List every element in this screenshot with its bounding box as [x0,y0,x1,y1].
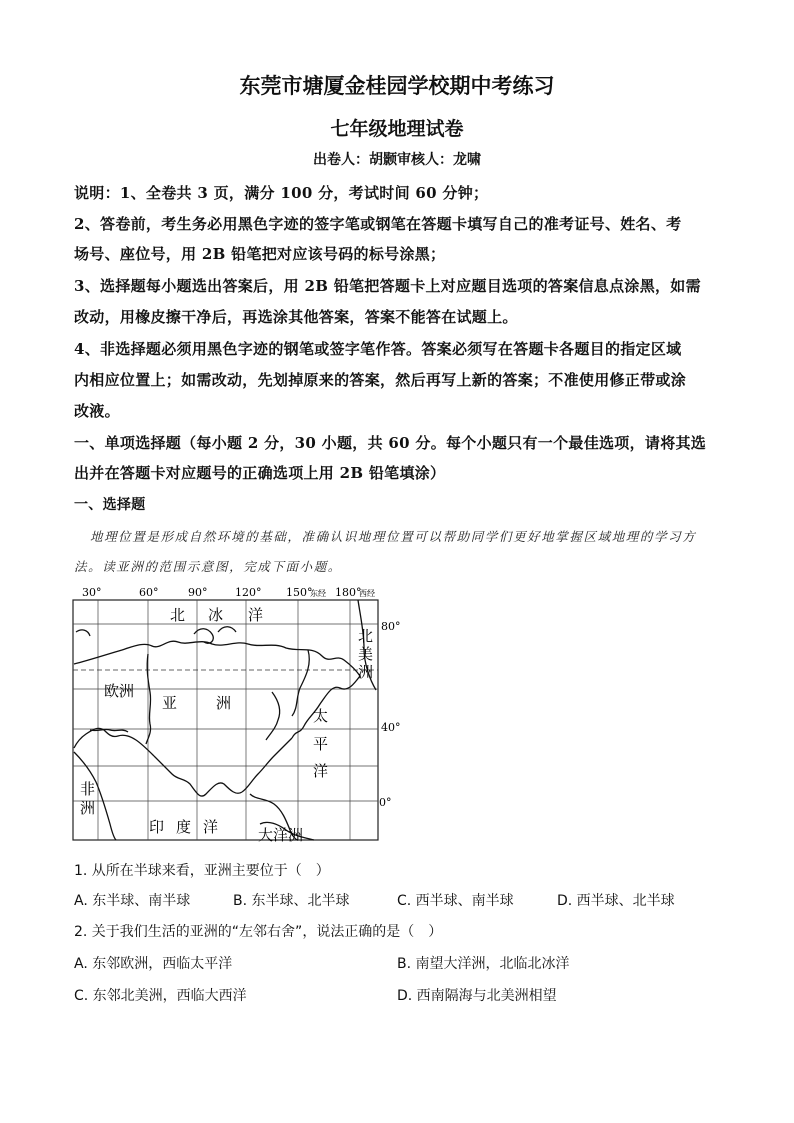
indian-ocean-label-3: 洋 [203,818,219,836]
africa-label-2: 洲 [80,799,96,817]
instruction-line-4a: 4、非选择题必须用黑色字迹的钢笔或签字笔作答。答案必须写在答题卡各题目的指定区域 [74,340,682,358]
africa-label-1: 非 [80,780,96,798]
q2-option-d: D. 西南隔海与北美洲相望 [397,988,557,1004]
q2-option-c: C. 东邻北美洲，西临大西洋 [74,988,247,1004]
question-2-stem: 2. 关于我们生活的亚洲的“左邻右舍”，说法正确的是（ ） [74,924,443,940]
page-title: 东莞市塘厦金桂园学校期中考练习 [239,73,555,98]
pacific-label-3: 洋 [313,762,329,780]
q2-option-a: A. 东邻欧洲，西临太平洋 [74,956,233,972]
north-america-label-1: 北 [358,627,374,645]
instruction-line-2b: 场号、座位号，用 2B 铅笔把对应该号码的标号涂黑； [74,245,446,263]
arctic-ocean-label-1: 北 [170,606,186,624]
q2-option-b: B. 南望大洋洲，北临北冰洋 [397,956,570,972]
west-longitude-label: 西经 [359,589,375,598]
question-1-stem: 1. 从所在半球来看，亚洲主要位于（ ） [74,863,330,879]
coastlines [74,600,376,840]
section-heading-b: 出并在答题卡对应题号的正确选项上用 2B 铅笔填涂） [74,464,446,482]
q1-option-c: C. 西半球、南半球 [397,893,514,909]
instruction-line-3b: 改动，用橡皮擦干净后，再选涂其他答案，答案不能答在试题上。 [74,308,518,326]
asia-range-map [60,584,420,846]
lon-label-150: 150° [286,586,313,599]
q1-option-b: B. 东半球、北半球 [233,893,350,909]
section-heading-a: 一、单项选择题（每小题 2 分，30 小题，共 60 分。每个小题只有一个最佳选项，请将其选 [74,434,707,452]
north-america-label-3: 洲 [358,663,374,681]
asia-label-2: 洲 [216,694,232,712]
intro-line-1: 地理位置是形成自然环境的基础，准确认识地理位置可以帮助同学们更好地掌握区域地理的学习方 [90,529,697,544]
map-frame [73,600,378,840]
instruction-line-4b: 内相应位置上；如需改动，先划掉原来的答案，然后再写上新的答案；不准使用修正带或涂 [74,371,687,389]
asia-label-1: 亚 [162,694,178,712]
lon-label-120: 120° [235,586,262,599]
q1-option-d: D. 西半球、北半球 [557,893,675,909]
indian-ocean-label-2: 度 [176,818,192,836]
q1-option-a: A. 东半球、南半球 [74,893,191,909]
pacific-label-1: 太 [313,707,329,725]
instruction-line-2a: 2、答卷前，考生务必用黑色字迹的签字笔或钢笔在答题卡填写自己的准考证号、姓名、考 [74,215,682,233]
graticule [73,600,378,840]
europe-label: 欧洲 [104,682,135,700]
indian-ocean-label-1: 印 [149,818,165,836]
lon-label-90: 90° [188,586,208,599]
intro-line-2: 法。读亚洲的范围示意图，完成下面小题。 [74,559,342,574]
lat-label-80: 80° [381,620,401,633]
page-subtitle: 七年级地理试卷 [330,118,464,140]
pacific-label-2: 平 [313,735,329,753]
instruction-line-1: 说明：1、全卷共 3 页，满分 100 分，考试时间 60 分钟； [74,184,489,202]
arctic-ocean-label-3: 洋 [248,606,264,624]
lon-label-180: 180° [335,586,362,599]
lat-label-0: 0° [379,796,392,809]
east-longitude-label: 东经 [310,589,326,598]
lat-label-40: 40° [381,721,401,734]
lon-label-60: 60° [139,586,159,599]
instruction-line-3a: 3、选择题每小题选出答案后，用 2B 铅笔把答题卡上对应题目选项的答案信息点涂黑，如需 [74,277,701,295]
authors-line: 出卷人：胡颢审核人：龙啸 [313,152,481,168]
oceania-label: 大洋洲 [258,826,304,844]
lon-label-30: 30° [82,586,102,599]
arctic-ocean-label-2: 冰 [208,606,224,624]
sub-heading: 一、选择题 [74,497,146,513]
north-america-label-2: 美 [358,645,374,663]
instruction-line-4c: 改液。 [74,402,120,420]
